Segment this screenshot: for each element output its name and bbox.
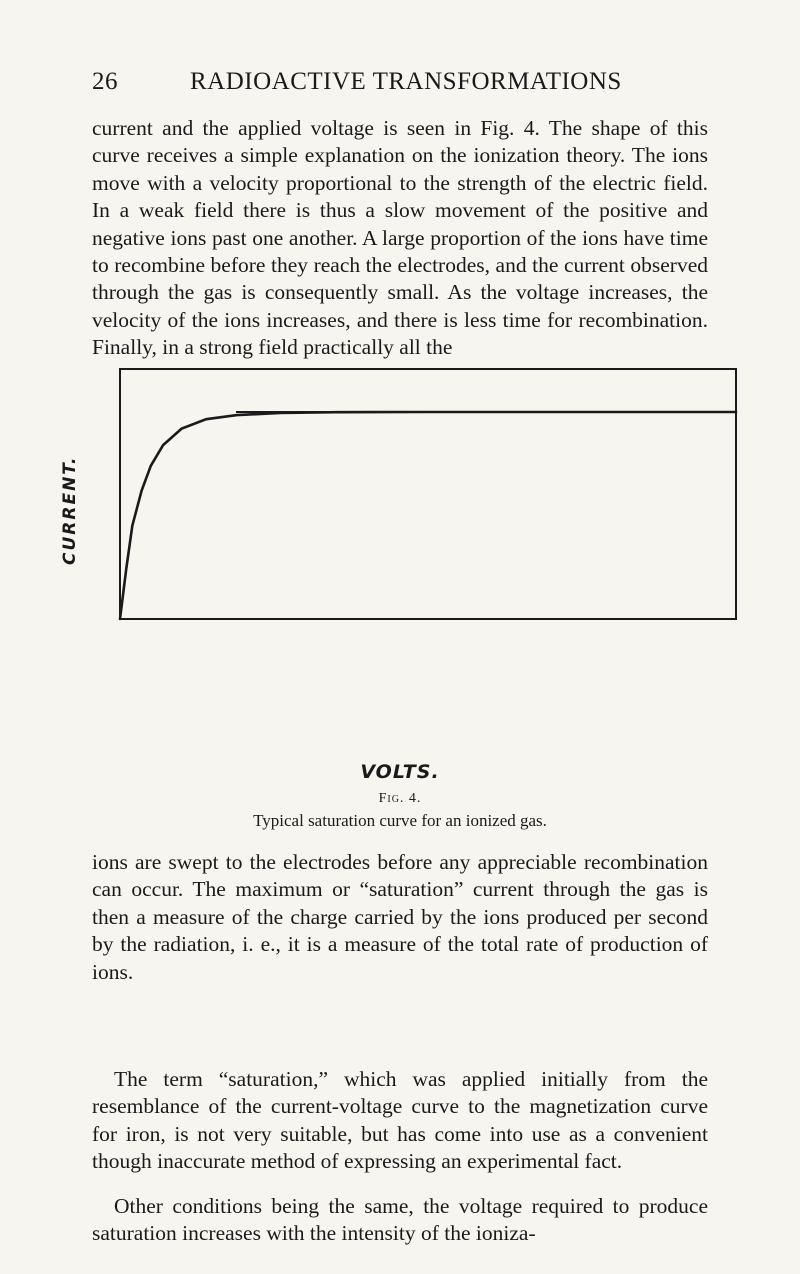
plot-frame: [120, 369, 736, 619]
paragraph-1: current and the applied voltage is seen in Fig. 4. The shape of this curve receives a simple explanation on the ionization theory. The ions move with a velocity proportional to the strength of the electric field. In a weak field there is thus a slow movement of the positive and negative ions past one another. A large proportion of the ions have time to recombine before they reach the electrodes, and the current observed through the gas is consequently small. As the voltage increases, the velocity of the ions increases, and there is less time for recombination. Finally, in a strong field practically all the: [92, 116, 708, 360]
paragraph-3: The term “saturation,” which was applied initially from the resemblance of the current-voltage curve to the magnetization curve for iron, is not very suitable, but has come into use as a convenient though inaccurate method of expressing an experimental fact.: [92, 1067, 708, 1174]
saturation-curve-figure: [0, 363, 800, 663]
x-axis-label: VOLTS.: [360, 761, 440, 783]
series-curve: [120, 412, 736, 619]
y-axis-label: CURRENT.: [60, 455, 80, 565]
paragraph-4: Other conditions being the same, the voltage required to produce saturation increases with the intensity of the ioniza-: [92, 1194, 708, 1246]
paragraph-2: ions are swept to the electrodes before any appreciable recombination can occur. The maximum or “saturation” current through the gas is then a measure of the charge carried by the ions produced per second by the radiation, i. e., it is a measure of the total rate of production of ions.: [92, 850, 708, 984]
page-number: 26: [92, 68, 118, 95]
page-header: [92, 68, 708, 108]
running-title: RADIOACTIVE TRANSFORMATIONS: [190, 68, 622, 95]
figure-label: Fig. 4.: [378, 791, 422, 806]
figure-caption: Typical saturation curve for an ionized gas.: [253, 811, 547, 830]
